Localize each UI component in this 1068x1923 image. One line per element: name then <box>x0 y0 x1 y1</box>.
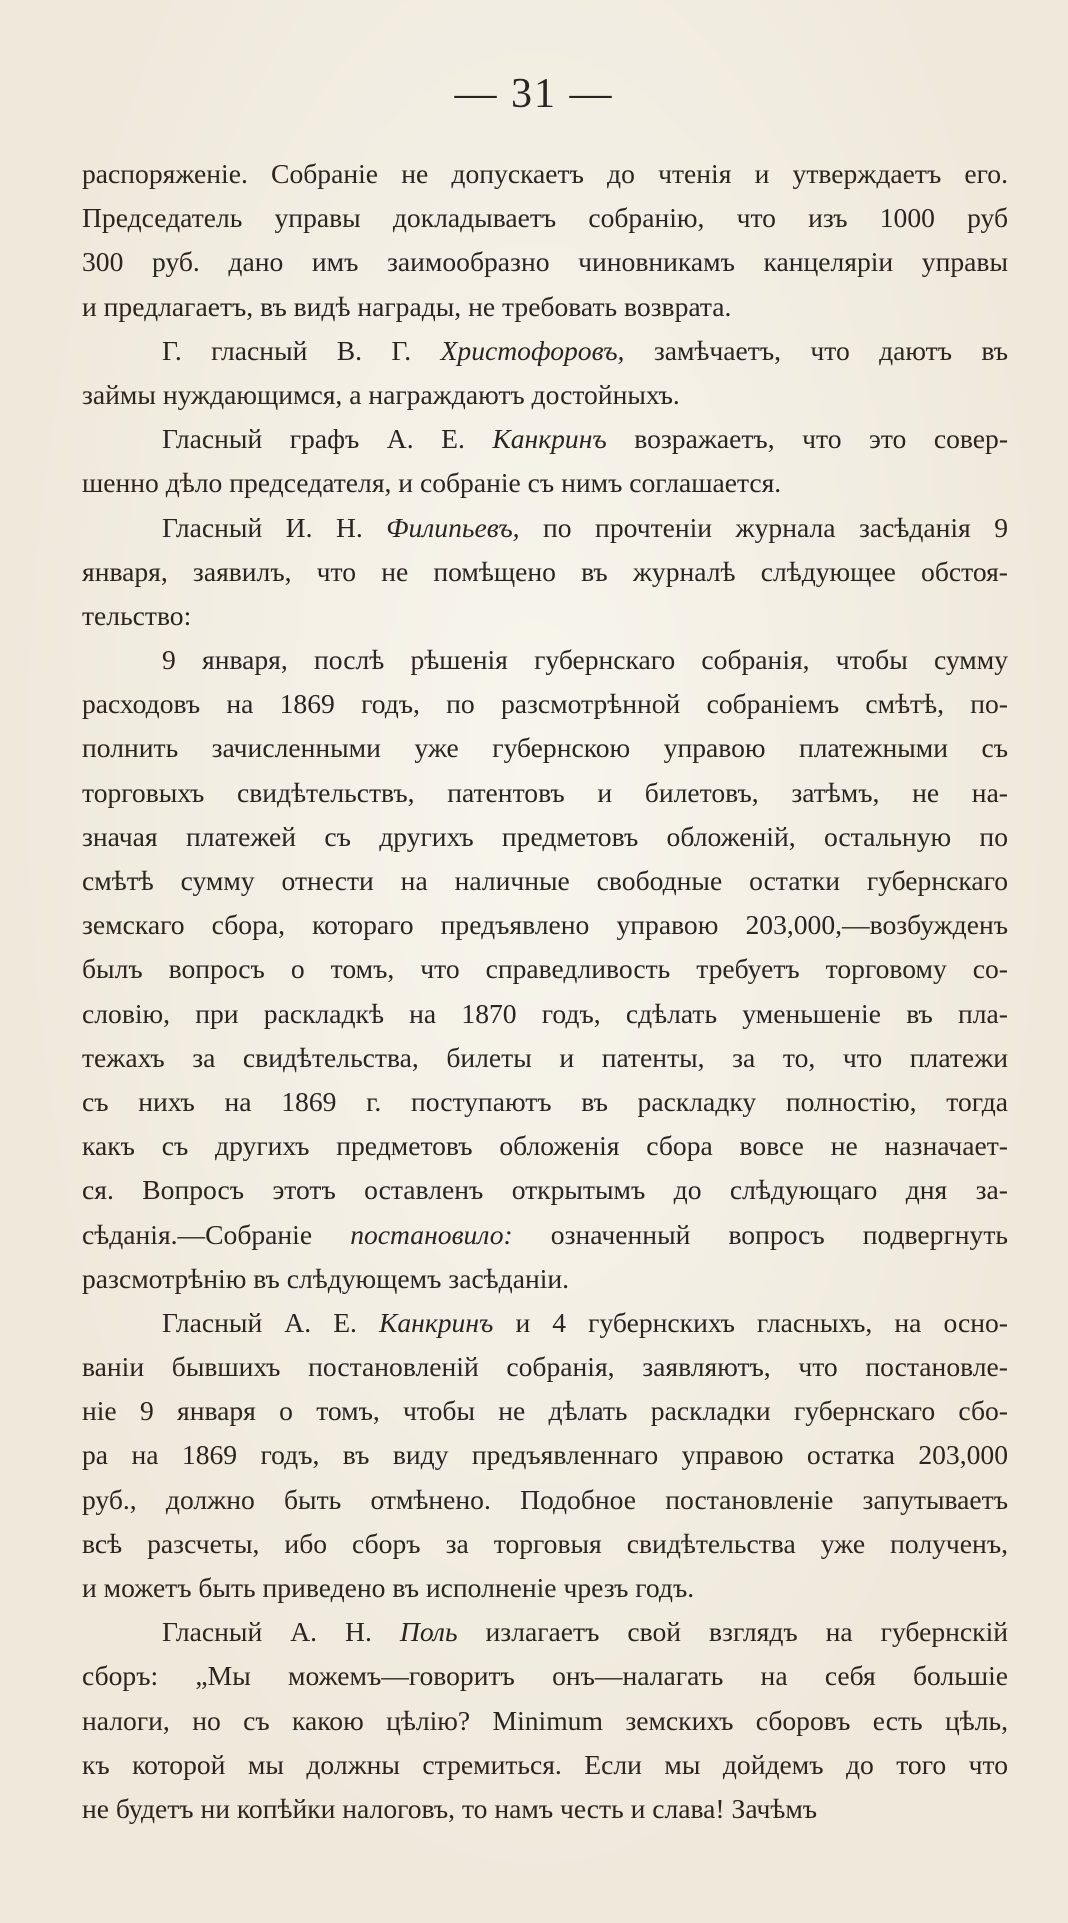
text-line <box>82 859 1008 903</box>
text-line <box>82 947 1008 991</box>
text-line <box>82 1036 1008 1080</box>
text-line <box>82 992 1008 1036</box>
italic-name: постановило: <box>350 1218 513 1250</box>
text-line <box>82 1257 1008 1301</box>
text-segment: Гласный И. Н. <box>162 511 387 543</box>
text-segment: января, заявилъ, что не помѣщено въ журналѣ слѣдующее обстоя- <box>82 555 1008 587</box>
text-segment: займы нуждающимся, а награждаютъ достойныхъ. <box>82 378 680 410</box>
text-line <box>82 461 1008 505</box>
text-segment: и предлагаетъ, въ видѣ награды, не требовать возврата. <box>82 290 732 322</box>
text-segment: Гласный А. Е. <box>162 1306 380 1338</box>
text-line <box>82 285 1008 329</box>
text-segment: ніе 9 января о томъ, чтобы не дѣлать раскладки губернскаго сбо- <box>82 1395 1008 1427</box>
text-segment: всѣ разсчеты, ибо сборъ за торговыя свидѣтельства уже полученъ, <box>82 1527 1008 1559</box>
text-segment: налоги, но съ какою цѣлію? Minimum земскихъ сборовъ есть цѣль, <box>82 1704 1008 1736</box>
text-segment: 300 руб. дано имъ заимообразно чиновникамъ канцеляріи управы <box>82 246 1008 278</box>
text-line <box>82 815 1008 859</box>
text-segment: съ нихъ на 1869 г. поступаютъ въ раскладку полностію, тогда <box>82 1085 1008 1117</box>
text-segment: разсмотрѣнію въ слѣдующемъ засѣданіи. <box>82 1262 570 1294</box>
text-segment: и можетъ быть приведено въ исполненіе чрезъ годъ. <box>82 1572 695 1603</box>
text-line <box>82 1522 1008 1566</box>
text-segment: тежахъ за свидѣтельства, билеты и патенты, за то, что платежи <box>82 1041 1008 1073</box>
text-line <box>82 682 1008 726</box>
text-line <box>82 1080 1008 1124</box>
text-line <box>82 726 1008 770</box>
text-line <box>82 329 1008 373</box>
text-segment: Гласный графъ А. Е. <box>162 423 493 455</box>
italic-name: Канкринъ <box>492 423 607 455</box>
text-segment: былъ вопросъ о томъ, что справедливость требуетъ торговому со- <box>82 953 1008 985</box>
text-segment: и 4 губернскихъ гласныхъ, на осно- <box>493 1306 1008 1338</box>
body-text <box>82 152 1008 1831</box>
text-segment: замѣчаетъ, что даютъ въ <box>624 334 1008 366</box>
text-line <box>82 152 1008 196</box>
text-segment: сѣданія.—Собраніе <box>82 1218 351 1250</box>
text-line <box>82 1699 1008 1743</box>
text-line <box>82 1566 1008 1610</box>
text-segment: тельство: <box>82 599 192 631</box>
text-segment: Г. гласный В. Г. <box>162 334 441 366</box>
text-segment: излагаетъ свой взглядъ на губернскій <box>457 1616 1008 1648</box>
text-segment: распоряженіе. Собраніе не допускаетъ до чтенія и утверждаетъ его. <box>82 158 1008 189</box>
page-number: — 31 — <box>454 71 614 117</box>
text-line <box>82 771 1008 815</box>
text-line <box>82 1301 1008 1345</box>
text-line <box>82 240 1008 284</box>
italic-name: Канкринъ <box>379 1306 494 1338</box>
text-line <box>82 1787 1008 1831</box>
text-segment: Гласный А. Н. <box>162 1616 400 1648</box>
text-line <box>82 1610 1008 1654</box>
text-line <box>82 594 1008 638</box>
text-segment: ся. Вопросъ этотъ оставленъ открытымъ до слѣдующаго дня за- <box>82 1174 1008 1206</box>
text-line <box>82 1654 1008 1698</box>
text-line <box>82 1124 1008 1168</box>
text-segment: по прочтеніи журнала засѣданія 9 <box>519 511 1008 543</box>
text-segment: шенно дѣло председателя, и собраніе съ нимъ соглашается. <box>82 467 782 499</box>
text-segment: Председатель управы докладываетъ собранію, что изъ 1000 руб <box>82 202 1008 234</box>
text-line <box>82 1433 1008 1477</box>
text-segment: не будетъ ни копѣйки налоговъ, то намъ честь и слава! Зачѣмъ <box>82 1792 818 1824</box>
text-segment: руб., должно быть отмѣнено. Подобное постановленіе запутываетъ <box>82 1483 1008 1515</box>
text-line <box>82 1743 1008 1787</box>
text-segment: какъ съ другихъ предметовъ обложенія сбора вовсе не назначает- <box>82 1130 1008 1162</box>
text-segment: ра на 1869 годъ, въ виду предъявленнаго управою остатка 203,000 <box>82 1439 1008 1471</box>
text-line <box>82 417 1008 461</box>
text-segment: земскаго сбора, котораго предъявлено управою 203,000,—возбужденъ <box>82 909 1008 941</box>
text-segment: расходовъ на 1869 годъ, по разсмотрѣнной собраніемъ смѣтѣ, по- <box>82 688 1008 720</box>
italic-name: Поль <box>399 1616 458 1648</box>
text-segment: возражаетъ, что это совер- <box>606 423 1008 455</box>
text-segment: торговыхъ свидѣтельствъ, патентовъ и билетовъ, затѣмъ, не на- <box>82 776 1008 808</box>
text-line <box>82 506 1008 550</box>
italic-name: Христофоровъ, <box>440 334 625 366</box>
text-segment: къ которой мы должны стремиться. Если мы дойдемъ до того что <box>82 1748 1008 1780</box>
italic-name: Филипьевъ, <box>386 511 520 543</box>
text-line <box>82 1168 1008 1212</box>
text-line <box>82 1345 1008 1389</box>
text-segment: словію, при раскладкѣ на 1870 годъ, сдѣлать уменьшеніе въ пла- <box>82 997 1008 1029</box>
text-segment: сборъ: „Мы можемъ—говоритъ онъ—налагать на себя большіе <box>82 1660 1008 1692</box>
text-line <box>82 373 1008 417</box>
text-segment: значая платежей съ другихъ предметовъ обложеній, остальную по <box>82 820 1008 852</box>
text-line <box>82 1213 1008 1257</box>
text-segment: смѣтѣ сумму отнести на наличные свободные остатки губернскаго <box>82 865 1008 896</box>
text-line <box>82 903 1008 947</box>
text-line <box>82 1389 1008 1433</box>
text-line <box>82 196 1008 240</box>
text-segment: означенный вопросъ подвергнуть <box>512 1218 1008 1250</box>
text-line <box>82 1478 1008 1522</box>
text-segment: полнить зачисленными уже губернскою управою платежными съ <box>82 732 1008 764</box>
text-segment: ваніи бывшихъ постановленій собранія, заявляютъ, что постановле- <box>82 1351 1008 1383</box>
text-line <box>82 638 1008 682</box>
text-line <box>82 550 1008 594</box>
text-segment: 9 января, послѣ рѣшенія губернскаго собранія, чтобы сумму <box>162 644 1008 676</box>
